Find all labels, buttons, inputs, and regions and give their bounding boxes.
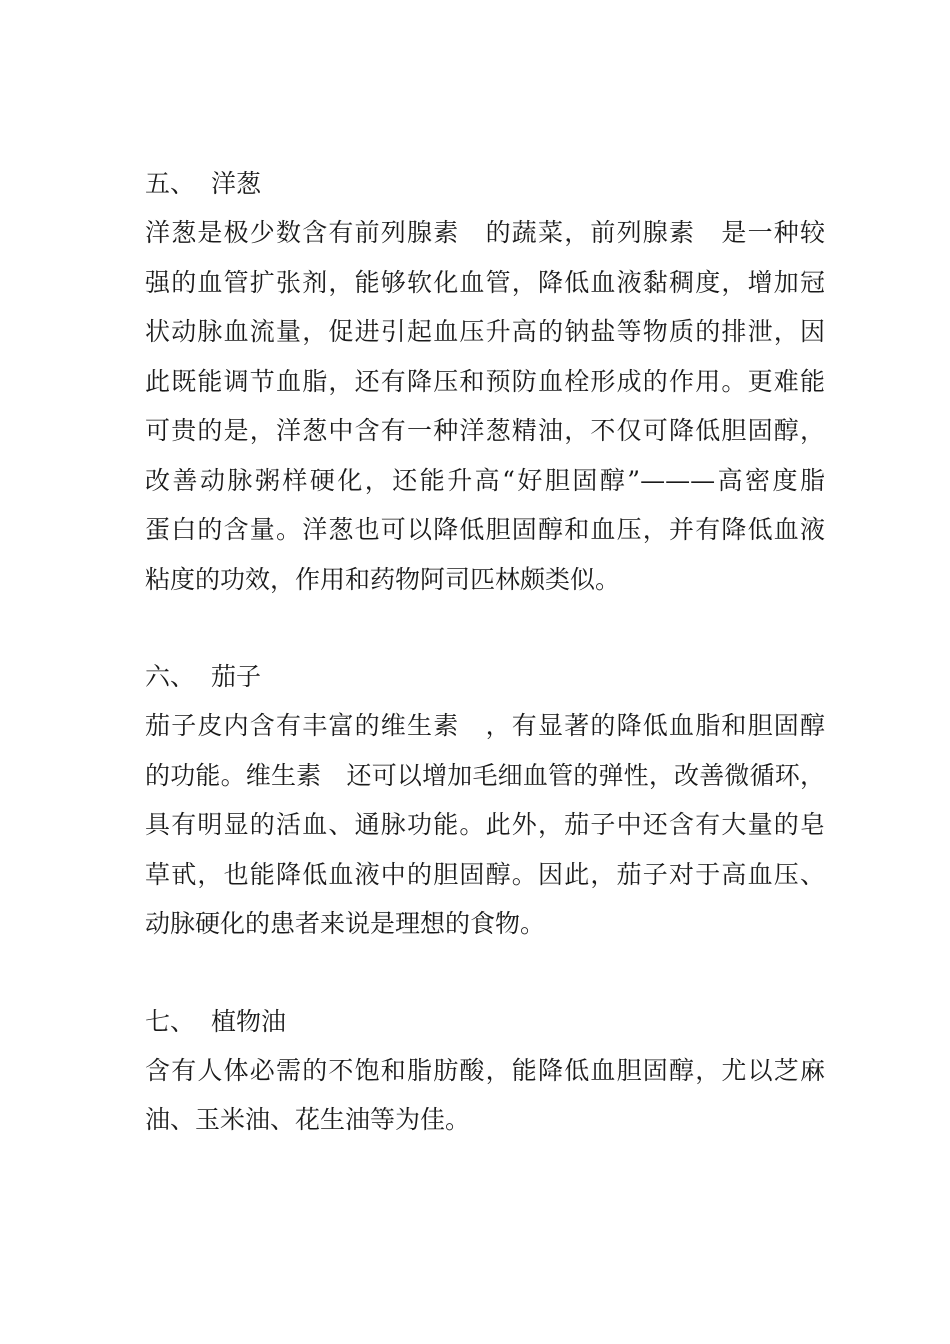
paragraph-line: 油、玉米油、花生油等为佳。	[145, 1105, 471, 1134]
section-title: 洋葱	[211, 169, 262, 198]
document-page	[145, 160, 825, 1145]
section-vegetable-oil	[145, 998, 825, 1145]
paragraph-line: 蛋白的含量。洋葱也可以降低胆固醇和血压，并有降低血液	[145, 515, 825, 544]
paragraph-line: 茄子皮内含有丰富的维生素 ，有显著的降低血脂和胆固醇	[145, 711, 825, 740]
paragraph-line: 粘度的功效，作用和药物阿司匹林颇类似。	[145, 564, 621, 594]
paragraph-line: 具有明显的活血、通脉功能。此外，茄子中还含有大量的皂	[145, 810, 825, 839]
paragraph-line: 此既能调节血脂，还有降压和预防血栓形成的作用。更难能	[145, 366, 825, 396]
paragraph-line: 可贵的是，洋葱中含有一种洋葱精油，不仅可降低胆固醇，	[145, 416, 825, 445]
section-paragraph	[145, 701, 825, 949]
section-title: 植物油	[211, 1006, 287, 1036]
section-heading	[145, 160, 825, 208]
paragraph-line: 状动脉血流量，促进引起血压升高的钠盐等物质的排泄，因	[145, 317, 825, 346]
section-number: 七、	[145, 1006, 196, 1036]
section-heading	[145, 653, 825, 701]
paragraph-line: 动脉硬化的患者来说是理想的食物。	[145, 909, 546, 938]
section-spacer	[145, 604, 825, 653]
section-onion	[145, 160, 825, 604]
paragraph-line: 的功能。维生素 还可以增加毛细血管的弹性，改善微循环，	[145, 760, 825, 790]
paragraph-line: 改善动脉粥样硬化，还能升高“好胆固醇”———高密度脂	[145, 465, 825, 495]
section-spacer	[145, 949, 825, 998]
section-paragraph	[145, 1046, 825, 1145]
section-paragraph	[145, 208, 825, 604]
section-eggplant	[145, 653, 825, 949]
section-number: 六、	[145, 662, 196, 691]
section-number: 五、	[145, 169, 196, 198]
section-title: 茄子	[211, 662, 262, 691]
paragraph-line: 强的血管扩张剂，能够软化血管，降低血液黏稠度，增加冠	[145, 267, 825, 297]
section-heading	[145, 998, 825, 1046]
paragraph-line: 含有人体必需的不饱和脂肪酸，能降低血胆固醇，尤以芝麻	[145, 1055, 825, 1085]
paragraph-line: 洋葱是极少数含有前列腺素 的蔬菜，前列腺素 是一种较	[145, 218, 825, 247]
paragraph-line: 草甙，也能降低血液中的胆固醇。因此，茄子对于高血压、	[145, 859, 825, 889]
